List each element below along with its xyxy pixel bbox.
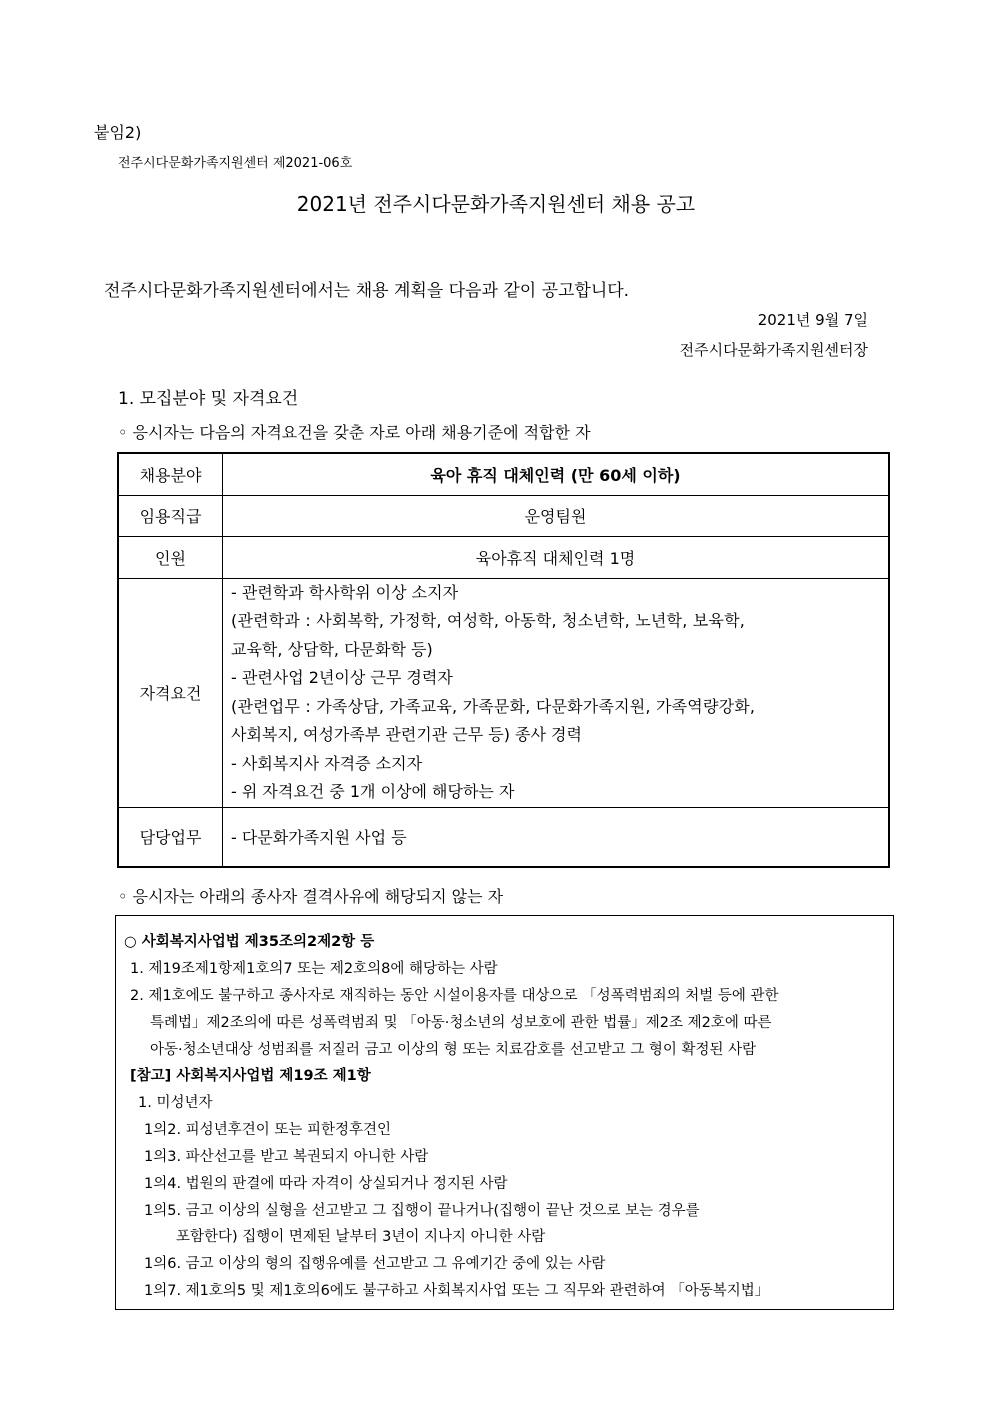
section-note: ◦ 응시자는 아래의 종사자 결격사유에 해당되지 않는 자 <box>118 887 504 906</box>
qualification-list <box>223 578 890 807</box>
law-box <box>115 915 894 1310</box>
reference-item: 1의3. 파산선고를 받고 복권되지 아니한 사람 <box>144 1149 429 1165</box>
document-number: 전주시다문화가족지원센터 제2021-06호 <box>118 156 353 171</box>
law-item: 아동·청소년대상 성범죄를 저질러 금고 이상의 형 또는 치료감호를 선고받고 그 형이 확정된 사람 <box>150 1042 757 1058</box>
attachment-label: 붙임2) <box>94 123 142 142</box>
law-item: 특례법」제2조의에 따른 성폭력범죄 및 「아동·청소년의 성보호에 관한 법률」제2조 제2호에 따른 <box>150 1015 772 1031</box>
law-item: 2. 제1호에도 불구하고 종사자로 재직하는 동안 시설이용자를 대상으로 「성폭력범죄의 처벌 등에 관한 <box>130 988 779 1004</box>
qualification-line: - 위 자격요건 중 1개 이상에 해당하는 자 <box>231 782 515 801</box>
reference-item: 1의4. 법원의 판결에 따라 자격이 상실되거나 정지된 사람 <box>144 1176 508 1192</box>
table-row <box>118 495 889 536</box>
qualification-line: 사회복지, 여성가족부 관련기관 근무 등) 종사 경력 <box>231 725 582 744</box>
signer-name: 전주시다문화가족지원센터장 <box>679 341 868 359</box>
reference-item: 1의5. 금고 이상의 실형을 선고받고 그 집행이 끝나거나(집행이 끝난 것으로 보는 경우를 <box>144 1203 700 1219</box>
row-value: - 다문화가족지원 사업 등 <box>223 807 890 867</box>
row-label: 자격요건 <box>118 578 223 807</box>
row-value: 운영팀원 <box>223 495 890 536</box>
table-row <box>118 578 889 807</box>
table-row <box>118 536 889 578</box>
qualification-line: - 관련학과 학사학위 이상 소지자 <box>231 582 459 602</box>
table-row <box>118 807 889 867</box>
reference-heading: [참고] 사회복지사업법 제19조 제1항 <box>130 1068 371 1084</box>
table-row <box>118 453 889 495</box>
section-heading: 1. 모집분야 및 자격요건 <box>118 389 299 409</box>
law-heading: ○ 사회복지사업법 제35조의2제2항 등 <box>124 934 375 950</box>
row-label: 임용직급 <box>118 495 223 536</box>
row-value: 육아휴직 대체인력 1명 <box>223 536 890 578</box>
qualification-line: (관련업무 : 가족상담, 가족교육, 가족문화, 다문화가족지원, 가족역량강화, <box>231 696 756 716</box>
reference-item: 1의7. 제1호의5 및 제1호의6에도 불구하고 사회복지사업 또는 그 직무와 관련하여 「아동복지법」 <box>144 1283 770 1299</box>
reference-item: 1의2. 피성년후견이 또는 피한정후견인 <box>144 1122 391 1138</box>
qualification-line: (관련학과 : 사회복학, 가정학, 여성학, 아동학, 청소년학, 노년학, 보육학, <box>231 611 746 630</box>
row-label: 인원 <box>118 536 223 578</box>
row-value: 육아 휴직 대체인력 (만 60세 이하) <box>223 453 890 495</box>
reference-item: 1. 미성년자 <box>138 1095 213 1111</box>
reference-item: 포함한다) 집행이 면제된 날부터 3년이 지나지 아니한 사람 <box>176 1229 546 1245</box>
page-title: 2021년 전주시다문화가족지원센터 채용 공고 <box>296 192 696 216</box>
intro-text: 전주시다문화가족지원센터에서는 채용 계획을 다음과 같이 공고합니다. <box>104 281 630 301</box>
section-note: ◦ 응시자는 다음의 자격요건을 갖춘 자로 아래 채용기준에 적합한 자 <box>118 423 591 442</box>
row-label: 담당업무 <box>118 807 223 867</box>
row-label: 채용분야 <box>118 453 223 495</box>
qualification-line: - 관련사업 2년이상 근무 경력자 <box>231 668 453 687</box>
qualification-line: 교육학, 상담학, 다문화학 등) <box>231 639 433 659</box>
announcement-date: 2021년 9월 7일 <box>757 311 868 329</box>
requirements-table <box>117 452 890 868</box>
law-item: 1. 제19조제1항제1호의7 또는 제2호의8에 해당하는 사람 <box>130 961 498 977</box>
reference-item: 1의6. 금고 이상의 형의 집행유예를 선고받고 그 유예기간 중에 있는 사람 <box>144 1256 606 1272</box>
qualification-line: - 사회복지사 자격증 소지자 <box>231 753 423 773</box>
